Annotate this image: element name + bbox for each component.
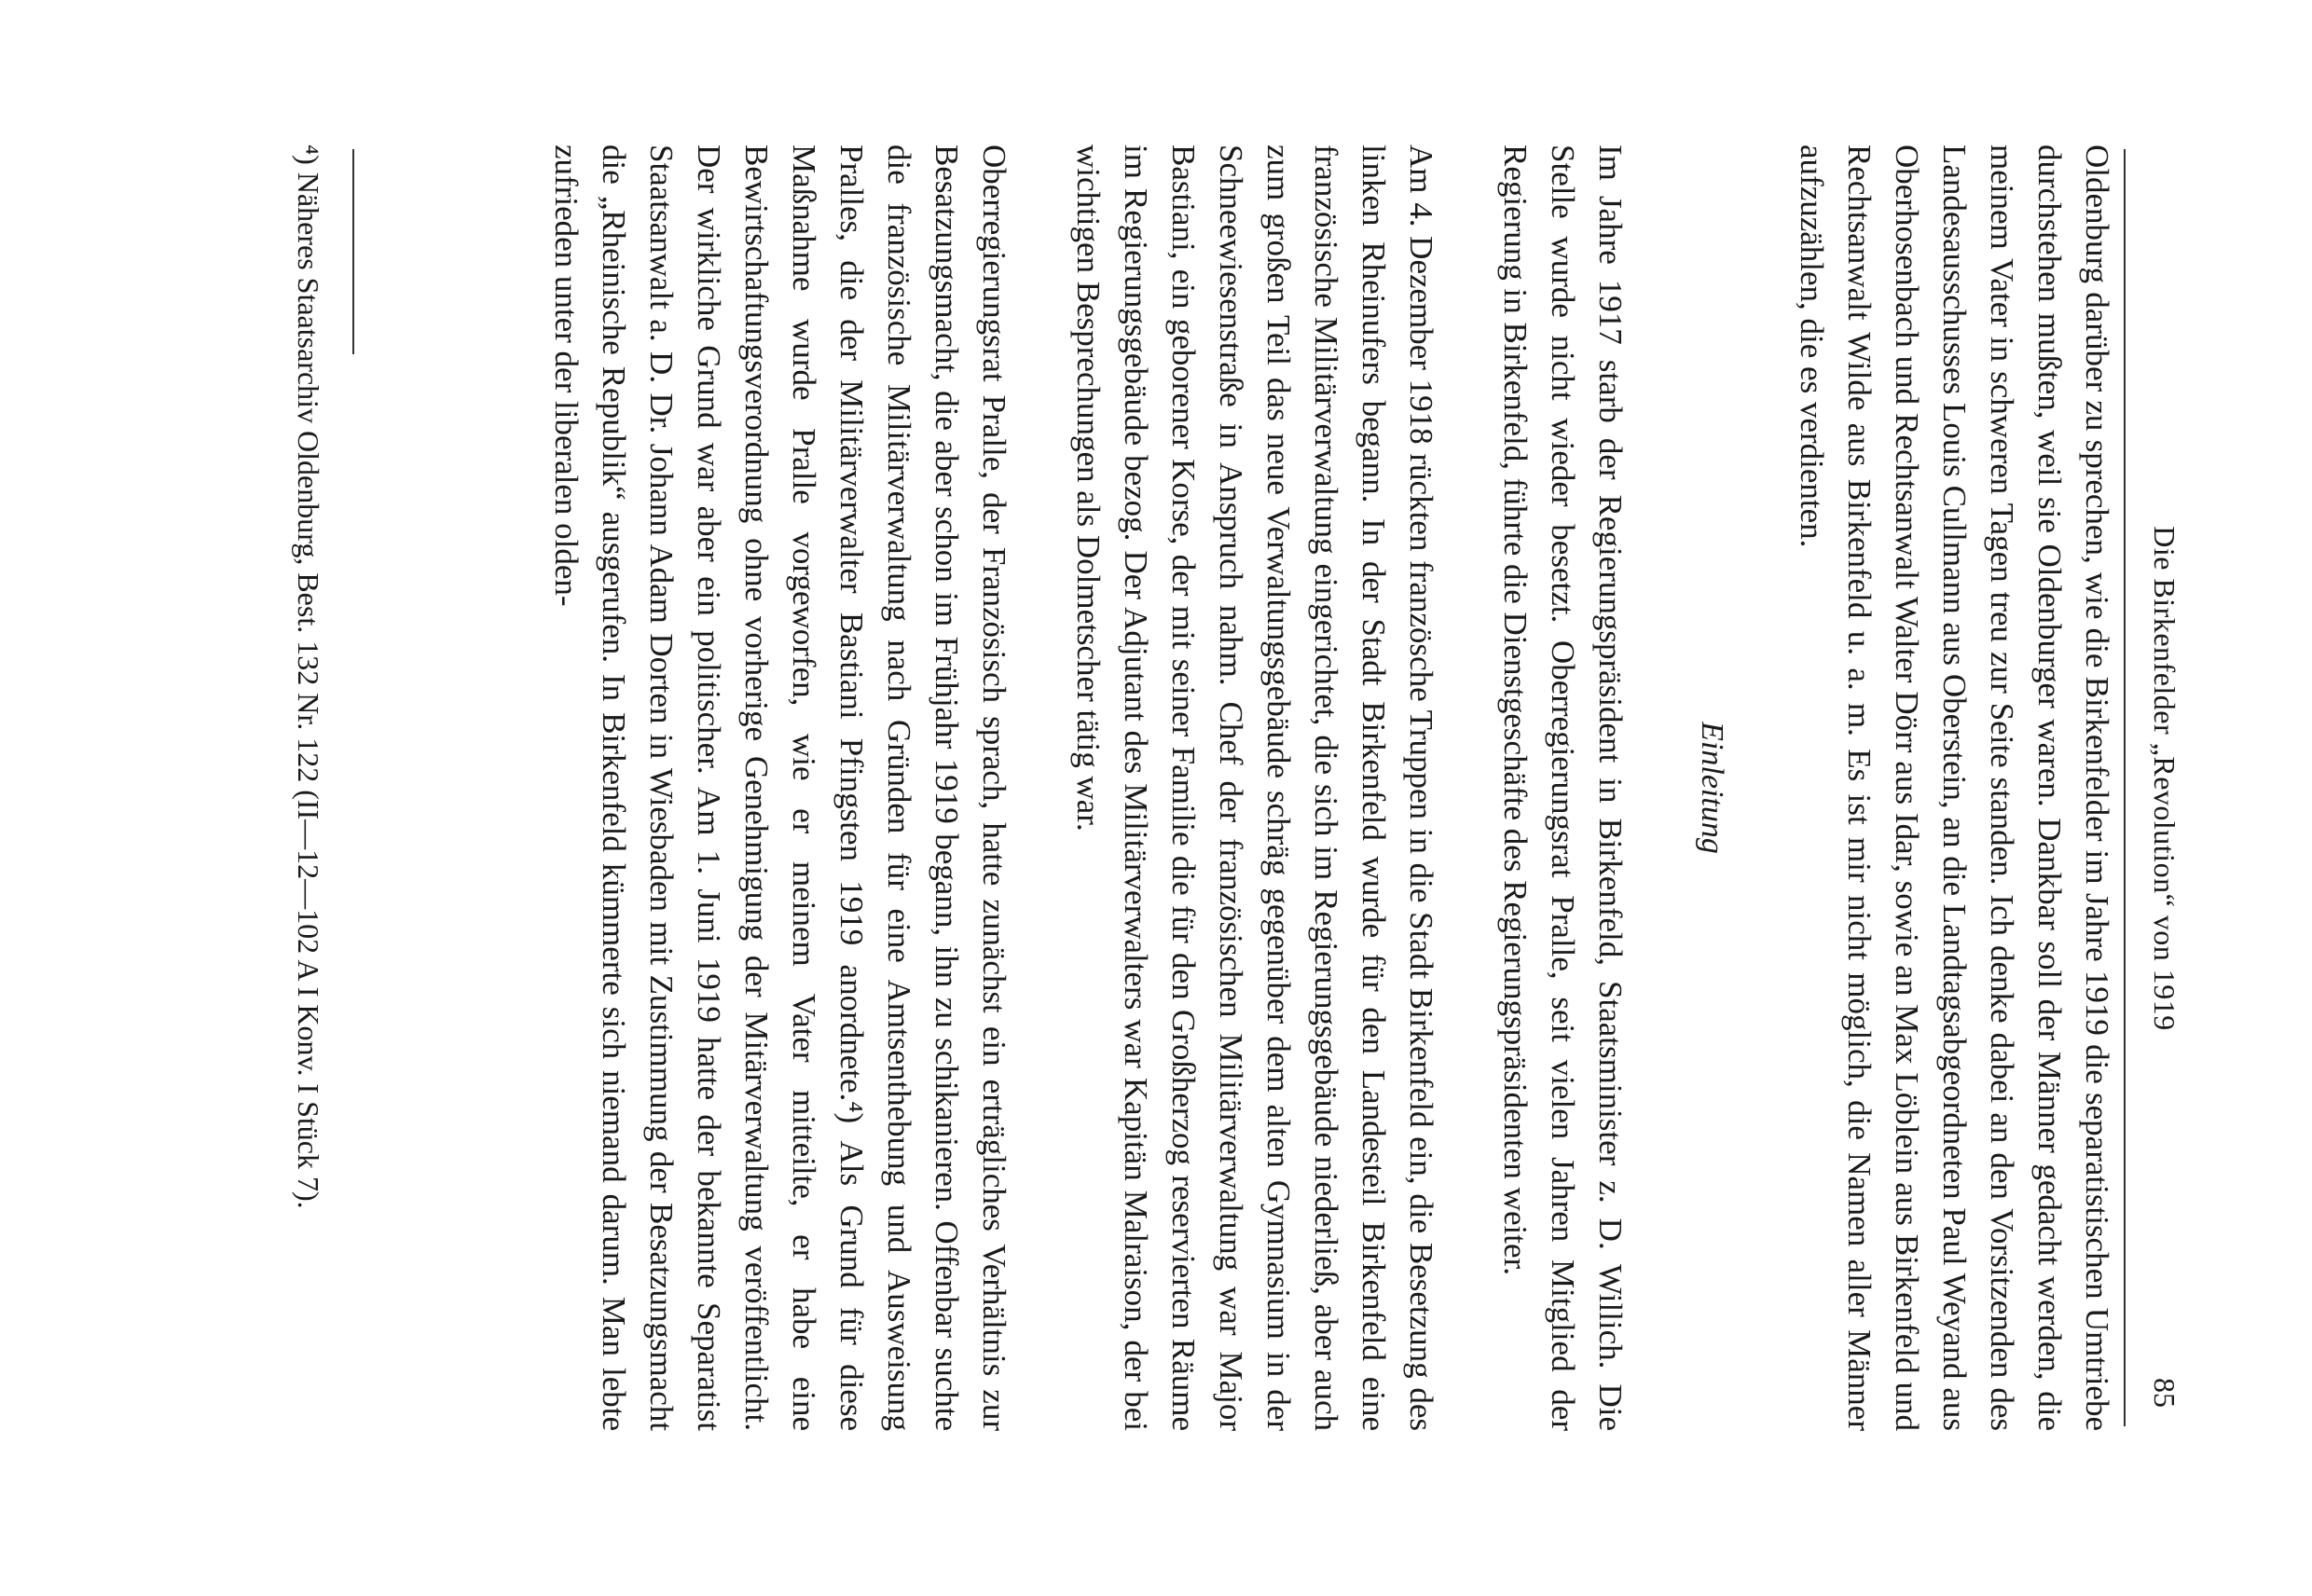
paragraph-pralle: Oberregierungsrat Pralle, der Französisch sprach, hatte zunächst ein erträgliches Verhältnis zur Besatzungsmacht, die aber schon im Frühjahr 1919 begann, ihn zu schikanieren. Offenbar suchte die französische Militärverwaltung nach Gründen für eine Amtsenthebung und Ausweisung Pralles, die der Militärverwalter Bastiani Pfingsten 1919 anordnete.⁴) Als Grund für diese Maßnahme wurde Pralle vorgeworfen, wie er meinem Vater mitteilte, er habe eine Bewirtschaftungsverordnung ohne vorherige Genehmigung der Mitärverwaltung veröffentlicht. Der wirkliche Grund war aber ein politischer. Am 1. Juni 1919 hatte der bekannte Separatist Staatsanwalt a. D. Dr. Johann Adam Dorten in Wiesbaden mit Zustimmung der Besatzungsmacht die „Rheinische Republik“ ausgerufen. In Birkenfeld kümmerte sich niemand darum. Man lebte zufrieden unter der liberalen olden- <box>548 144 1012 1431</box>
footnote-text: ⁴) Näheres Staatsarchiv Oldenburg, Best. 132 Nr. 122 (II—12—102 A I Konv. I Stück 7). <box>292 144 325 1209</box>
header-rule <box>2124 149 2126 1426</box>
page-header <box>2126 149 2181 1408</box>
running-title: Die Birkenfelder „Revolution“ von 1919 <box>2148 526 2181 1031</box>
page-number: 85 <box>2148 1378 2181 1408</box>
body-text <box>543 144 2121 1431</box>
footnote-rule <box>352 149 354 354</box>
paragraph-december-1918: Am 4. Dezember 1918 rückten französche Truppen in die Stadt Birkenfeld ein, die Besetzung des linken Rheinufers begann. In der Stadt Birkenfeld wurde für den Landesteil Birkenfeld eine französische Militärverwaltung eingerichtet, die sich im Regierungsgebäude niederließ, aber auch zum großen Teil das neue Verwaltungsgebäude schräg gegenüber dem alten Gymnasium in der Schneewiesenstraße in Anspruch nahm. Chef der französischen Militärverwaltung war Major Bastiani, ein geborener Korse, der mit seiner Familie die für den Großherzog reservierten Räume im Regierungsgebäude bezog. Der Adjutant des Militärverwalters war Kapitän Malraison, der bei wichtigen Besprechungen als Dolmetscher tätig war. <box>1070 144 1439 1431</box>
section-heading: Einleitung <box>1695 722 1729 854</box>
paragraph-continuation: Oldenburg darüber zu sprechen, wie die Birkenfelder im Jahre 1919 die separatistischen Umtriebe durchstehen mußten, weil sie Oldenburger waren. Dankbar soll der Männer gedacht werden, die meinem Vater in schweren Tagen treu zur Seite standen. Ich denke dabei an den Vorsitzenden des Landesausschusses Louis Cullmann aus Oberstein, an die Landtagsabgeordneten Paul Weyand aus Oberhosenbach und Rechtsanwalt Walter Dörr aus Idar, sowie an Max Löblein aus Birkenfeld und Rechtsanwalt Wilde aus Birkenfeld u. a. m. Es ist mir nicht möglich, die Namen aller Männer aufzuzählen, die es verdienten. <box>1794 144 2115 1431</box>
paragraph-1917: Im Jahre 1917 starb der Regierungspräsident in Birkenfeld, Staatsminister z. D. Willich. Die Stelle wurde nicht wieder besetzt. Oberregierungsrat Pralle, seit vielen Jahren Mitglied der Regierung in Birkenfeld, führte die Dienstgeschäfte des Regierungspräsidenten weiter. <box>1497 144 1629 1431</box>
footnote <box>286 144 331 1431</box>
